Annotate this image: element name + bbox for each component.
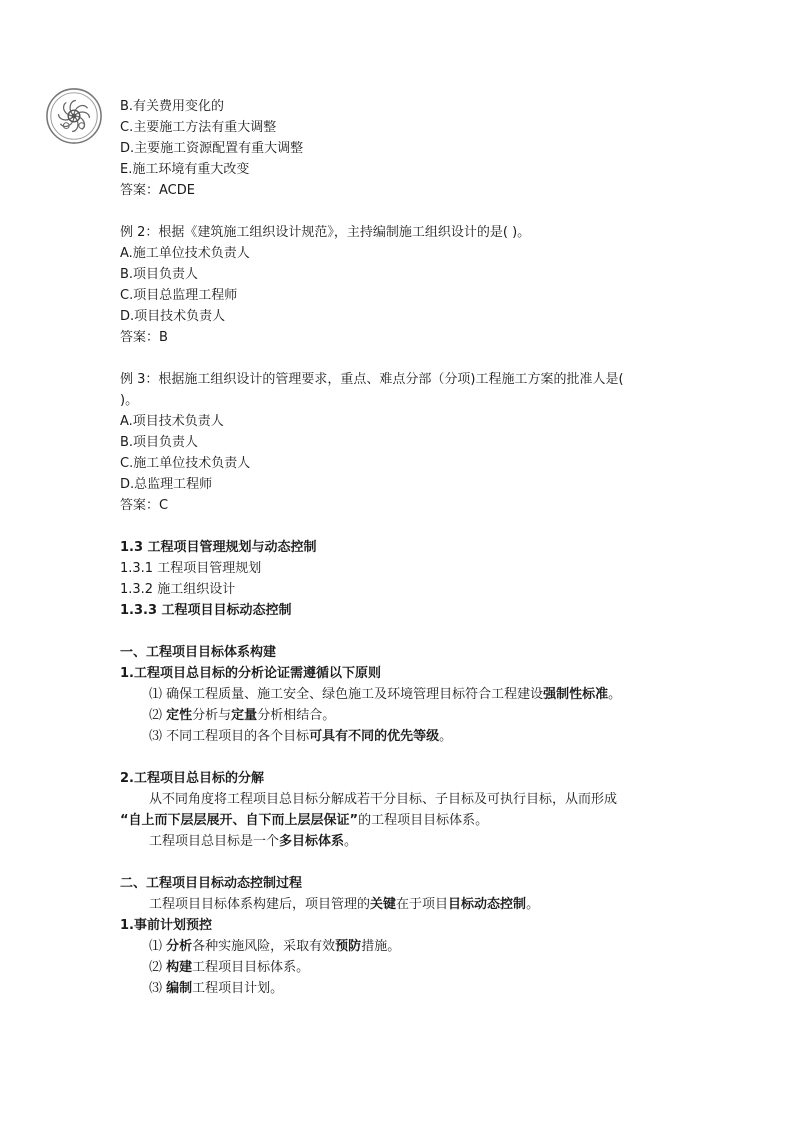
part-2-paragraph	[149, 896, 539, 914]
ex2-option-a: A.施工单位技术负责人	[120, 246, 250, 261]
option-b: B.有关费用变化的	[120, 99, 225, 114]
decomposition-paragraph-line1: 从不同角度将工程项目总目标分解成若干分目标、子目标及可执行目标，从而形成	[149, 792, 618, 807]
precontrol-item-1	[149, 938, 400, 956]
ex2-option-b: B.项目负责人	[120, 267, 199, 282]
example-2-question: 例 2：根据《建筑施工组织设计规范》，主持编制施工组织设计的是( )。	[120, 225, 531, 240]
multi-target-text: 工程项目总目标是一个	[149, 834, 280, 849]
answer-3: 答案：C	[120, 498, 169, 513]
principle-item-2	[149, 707, 335, 725]
precontrol-item-3-num: ⑶	[149, 981, 167, 996]
precontrol-item-2-bold: 构建	[166, 960, 193, 975]
principle-item-2-bold-2: 定量	[231, 708, 258, 723]
principle-item-1	[149, 686, 621, 704]
ex3-option-c: C.施工单位技术负责人	[120, 456, 251, 471]
multi-target-bold: 多目标体系	[279, 834, 345, 849]
part-2-bold-control: 目标动态控制	[448, 897, 527, 912]
precontrol-item-1-num: ⑴	[149, 939, 167, 954]
principle-item-1-bold: 强制性标准	[543, 687, 609, 702]
principle-item-3-end: 。	[439, 729, 453, 744]
ex2-option-d: D.项目技术负责人	[120, 309, 226, 324]
precontrol-item-3-end: 工程项目计划。	[192, 981, 284, 996]
multi-target-paragraph	[149, 833, 357, 851]
answer-2: 答案：B	[120, 330, 168, 345]
principle-item-3	[149, 728, 452, 746]
ex2-option-c: C.项目总监理工程师	[120, 288, 238, 303]
example-3-question-line1: 例 3：根据施工组织设计的管理要求，重点、难点分部（分项)工程施工方案的批准人是(	[120, 372, 624, 387]
part-1-heading: 一、工程项目目标体系构建	[120, 645, 277, 660]
principle-item-2-num: ⑵	[149, 708, 167, 723]
spiral-seal-icon	[45, 87, 103, 145]
precontrol-item-1-end: 措施。	[361, 939, 401, 954]
principle-item-1-text: ⑴ 确保工程质量、施工安全、绿色施工及环境管理目标符合工程建设	[149, 687, 544, 702]
decomposition-paragraph-line2	[120, 812, 488, 830]
section-1-3-2: 1.3.2 施工组织设计	[120, 582, 236, 597]
part-1-subheading-2: 2.工程项目总目标的分解	[120, 771, 264, 786]
part-2-paragraph-mid: 在于项目	[396, 897, 449, 912]
precontrol-item-2-end: 工程项目目标体系。	[192, 960, 310, 975]
part-1-subheading-1: 1.工程项目总目标的分析论证需遵循以下原则	[120, 666, 381, 681]
principle-item-2-end: 分析相结合。	[257, 708, 336, 723]
section-1-3-heading: 1.3 工程项目管理规划与动态控制	[120, 540, 317, 555]
part-2-bold-key: 关键	[370, 897, 397, 912]
precontrol-item-2-num: ⑵	[149, 960, 167, 975]
answer-1: 答案：ACDE	[120, 183, 195, 198]
decomposition-bold-quote: “自上而下层层展开、自下而上层层保证”	[120, 813, 359, 828]
precontrol-item-1-bold-1: 分析	[166, 939, 193, 954]
precontrol-item-2	[149, 959, 309, 977]
principle-item-3-text: ⑶ 不同工程项目的各个目标	[149, 729, 310, 744]
ex3-option-b: B.项目负责人	[120, 435, 199, 450]
principle-item-3-bold: 可具有不同的优先等级	[309, 729, 440, 744]
decomposition-line2-end: 的工程项目目标体系。	[358, 813, 489, 828]
option-e: E.施工环境有重大改变	[120, 162, 250, 177]
section-1-3-1: 1.3.1 工程项目管理规划	[120, 561, 262, 576]
principle-item-1-end: 。	[608, 687, 622, 702]
principle-item-2-mid: 分析与	[192, 708, 232, 723]
principle-item-2-bold-1: 定性	[166, 708, 193, 723]
precontrol-item-1-bold-2: 预防	[335, 939, 362, 954]
part-2-subheading-1: 1.事前计划预控	[120, 918, 212, 933]
part-2-heading: 二、工程项目目标动态控制过程	[120, 876, 303, 891]
precontrol-item-3	[149, 980, 283, 998]
example-3-question-line2: )。	[120, 393, 139, 408]
ex3-option-d: D.总监理工程师	[120, 477, 213, 492]
section-1-3-3: 1.3.3 工程项目目标动态控制	[120, 603, 292, 618]
precontrol-item-1-mid: 各种实施风险，采取有效	[192, 939, 336, 954]
part-2-paragraph-text: 工程项目目标体系构建后，项目管理的	[149, 897, 371, 912]
precontrol-item-3-bold: 编制	[166, 981, 193, 996]
part-2-paragraph-end: 。	[526, 897, 540, 912]
ex3-option-a: A.项目技术负责人	[120, 414, 224, 429]
option-c: C.主要施工方法有重大调整	[120, 120, 277, 135]
multi-target-end: 。	[344, 834, 358, 849]
option-d: D.主要施工资源配置有重大调整	[120, 141, 304, 156]
